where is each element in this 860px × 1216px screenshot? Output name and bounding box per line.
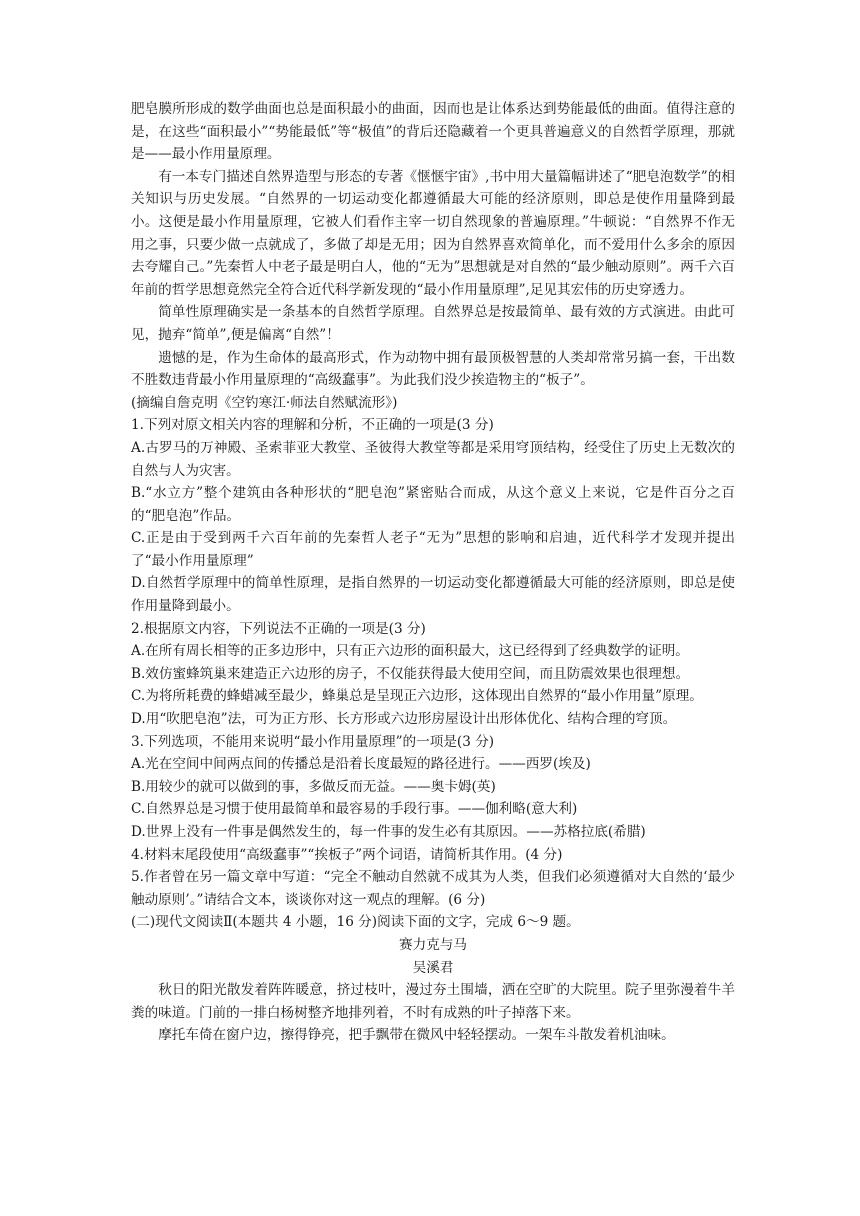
question-5: 5.作者曾在另一篇文章中写道：“完全不触动自然就不成其为人类，但我们必须遵循对大自然的‘最少触动原则’。”请结合文本，谈谈你对这一观点的理解。(6 分)	[131, 869, 735, 908]
q2-option-b: B.效仿蜜蜂筑巢来建造正六边形的房子，不仅能获得最大使用空间，而且防震效果也很理想。	[131, 665, 690, 682]
q3-option-a: A.光在空间中间两点间的传播总是沿着长度最短的路径进行。——西罗(埃及)	[131, 756, 591, 773]
paragraph-regret: 遗憾的是，作为生命体的最高形式，作为动物中拥有最顶极智慧的人类却常常另搞一套，干出数不胜数违背最小作用量原理的“高级蠢事”。为此我们没少挨造物主的“板子”。	[131, 349, 735, 389]
q1-option-b: B.“水立方”整个建筑由各种形状的“肥皂泡”紧密贴合而成，从这个意义上来说，它是件百分之百的“肥皂泡”作品。	[131, 485, 735, 524]
question-4: 4.材料末尾段使用“高级蠢事”“挨板子”两个词语，请简析其作用。(4 分)	[131, 846, 563, 863]
q1-option-a: A.古罗马的万神殿、圣索菲亚大教堂、圣彼得大教堂等都是采用穹顶结构，经受住了历史上无数次的自然与人为灾害。	[131, 439, 735, 479]
q3-option-b: B.用较少的就可以做到的事，多做反而无益。——奥卡姆(英)	[131, 778, 496, 795]
q2-option-a: A.在所有周长相等的正多边形中，只有正六边形的面积最大，这已经得到了经典数学的证明。	[131, 643, 689, 660]
paragraph-simplicity: 简单性原理确实是一条基本的自然哲学原理。自然界总是按最简单、最有效的方式演进。由此可见，抛弃“简单”,便是偏离“自然”！	[131, 304, 735, 343]
question-1: 1.下列对原文相关内容的理解和分析，不正确的一项是(3 分)	[131, 417, 494, 434]
story-paragraph-1: 秋日的阳光散发着阵阵暖意，挤过枝叶，漫过夯土围墙，洒在空旷的大院里。院子里弥漫着牛羊粪的味道。门前的一排白杨树整齐地排列着，不时有成熟的叶子掉落下来。	[131, 982, 735, 1021]
q2-option-c: C.为将所耗费的蜂蜡减至最少，蜂巢总是呈现正六边形，这体现出自然界的“最小作用量”原理。	[131, 688, 703, 705]
q1-option-c: C.正是由于受到两千六百年前的先秦哲人老子“无为”思想的影响和启迪，近代科学才发现并提出了“最小作用量原理”	[131, 530, 735, 569]
section-header: (二)现代文阅读Ⅱ(本题共 4 小题，16 分)阅读下面的文字，完成 6～9 题。	[131, 914, 580, 931]
source-note: (摘编自詹克明《空钓寒江·师法自然赋流形》)	[131, 394, 398, 411]
question-2: 2.根据原文内容，下列说法不正确的一项是(3 分)	[131, 620, 426, 637]
document-page	[131, 98, 735, 1047]
q2-option-d: D.用“吹肥皂泡”法，可为正方形、长方形或六边形房屋设计出形体优化、结构合理的穹顶。	[131, 711, 677, 728]
question-3: 3.下列选项，不能用来说明“最小作用量原理”的一项是(3 分)	[131, 733, 495, 750]
story-paragraph-2: 摩托车倚在窗户边，擦得铮亮，把手飘带在微风中轻轻摆动。一架车斗散发着机油味。	[158, 1027, 675, 1044]
story-author: 吴溪君	[412, 959, 454, 976]
q3-option-d: D.世界上没有一件事是偶然发生的，每一件事的发生必有其原因。——苏格拉底(希腊)	[131, 824, 646, 840]
paragraph-intro: 肥皂膜所形成的数学曲面也总是面积最小的曲面，因而也是让体系达到势能最低的曲面。值得注意的是，在这些“面积最小”“势能最低”等“极值”的背后还隐藏着一个更具普遍意义的自然哲学原理，那就是——最小作用量原理。	[131, 101, 735, 163]
story-title: 赛力克与马	[399, 936, 467, 953]
q3-option-c: C.自然界总是习惯于使用最简单和最容易的手段行事。——伽利略(意大利)	[131, 801, 578, 818]
q1-option-d: D.自然哲学原理中的简单性原理，是指自然界的一切运动变化都遵循最大可能的经济原则，即总是使作用量降到最小。	[131, 575, 735, 615]
paragraph-book: 有一本专门描述自然界造型与形态的专著《惬惬宇宙》,书中用大量篇幅讲述了“肥皂泡数学”的相关知识与历史发展。“自然界的一切运动变化都遵循最大可能的经济原则，即总是使作用量降到最小。这便是最小作用量原理，它被人们看作主宰一切自然现象的普遍原理。”牛顿说：“自然界不作无用之事，只要少做一点就成了，多做了却是无用；因为自然界喜欢简单化，而不爱用什么多余的原因去夸耀自己。”先秦哲人中老子最是明白人，他的“无为”思想就是对自然的“最少触动原则”。两千六百年前的哲学思想竟然完全符合近代科学新发现的“最小作用量原理”,足见其宏伟的历史穿透力。	[131, 168, 735, 298]
